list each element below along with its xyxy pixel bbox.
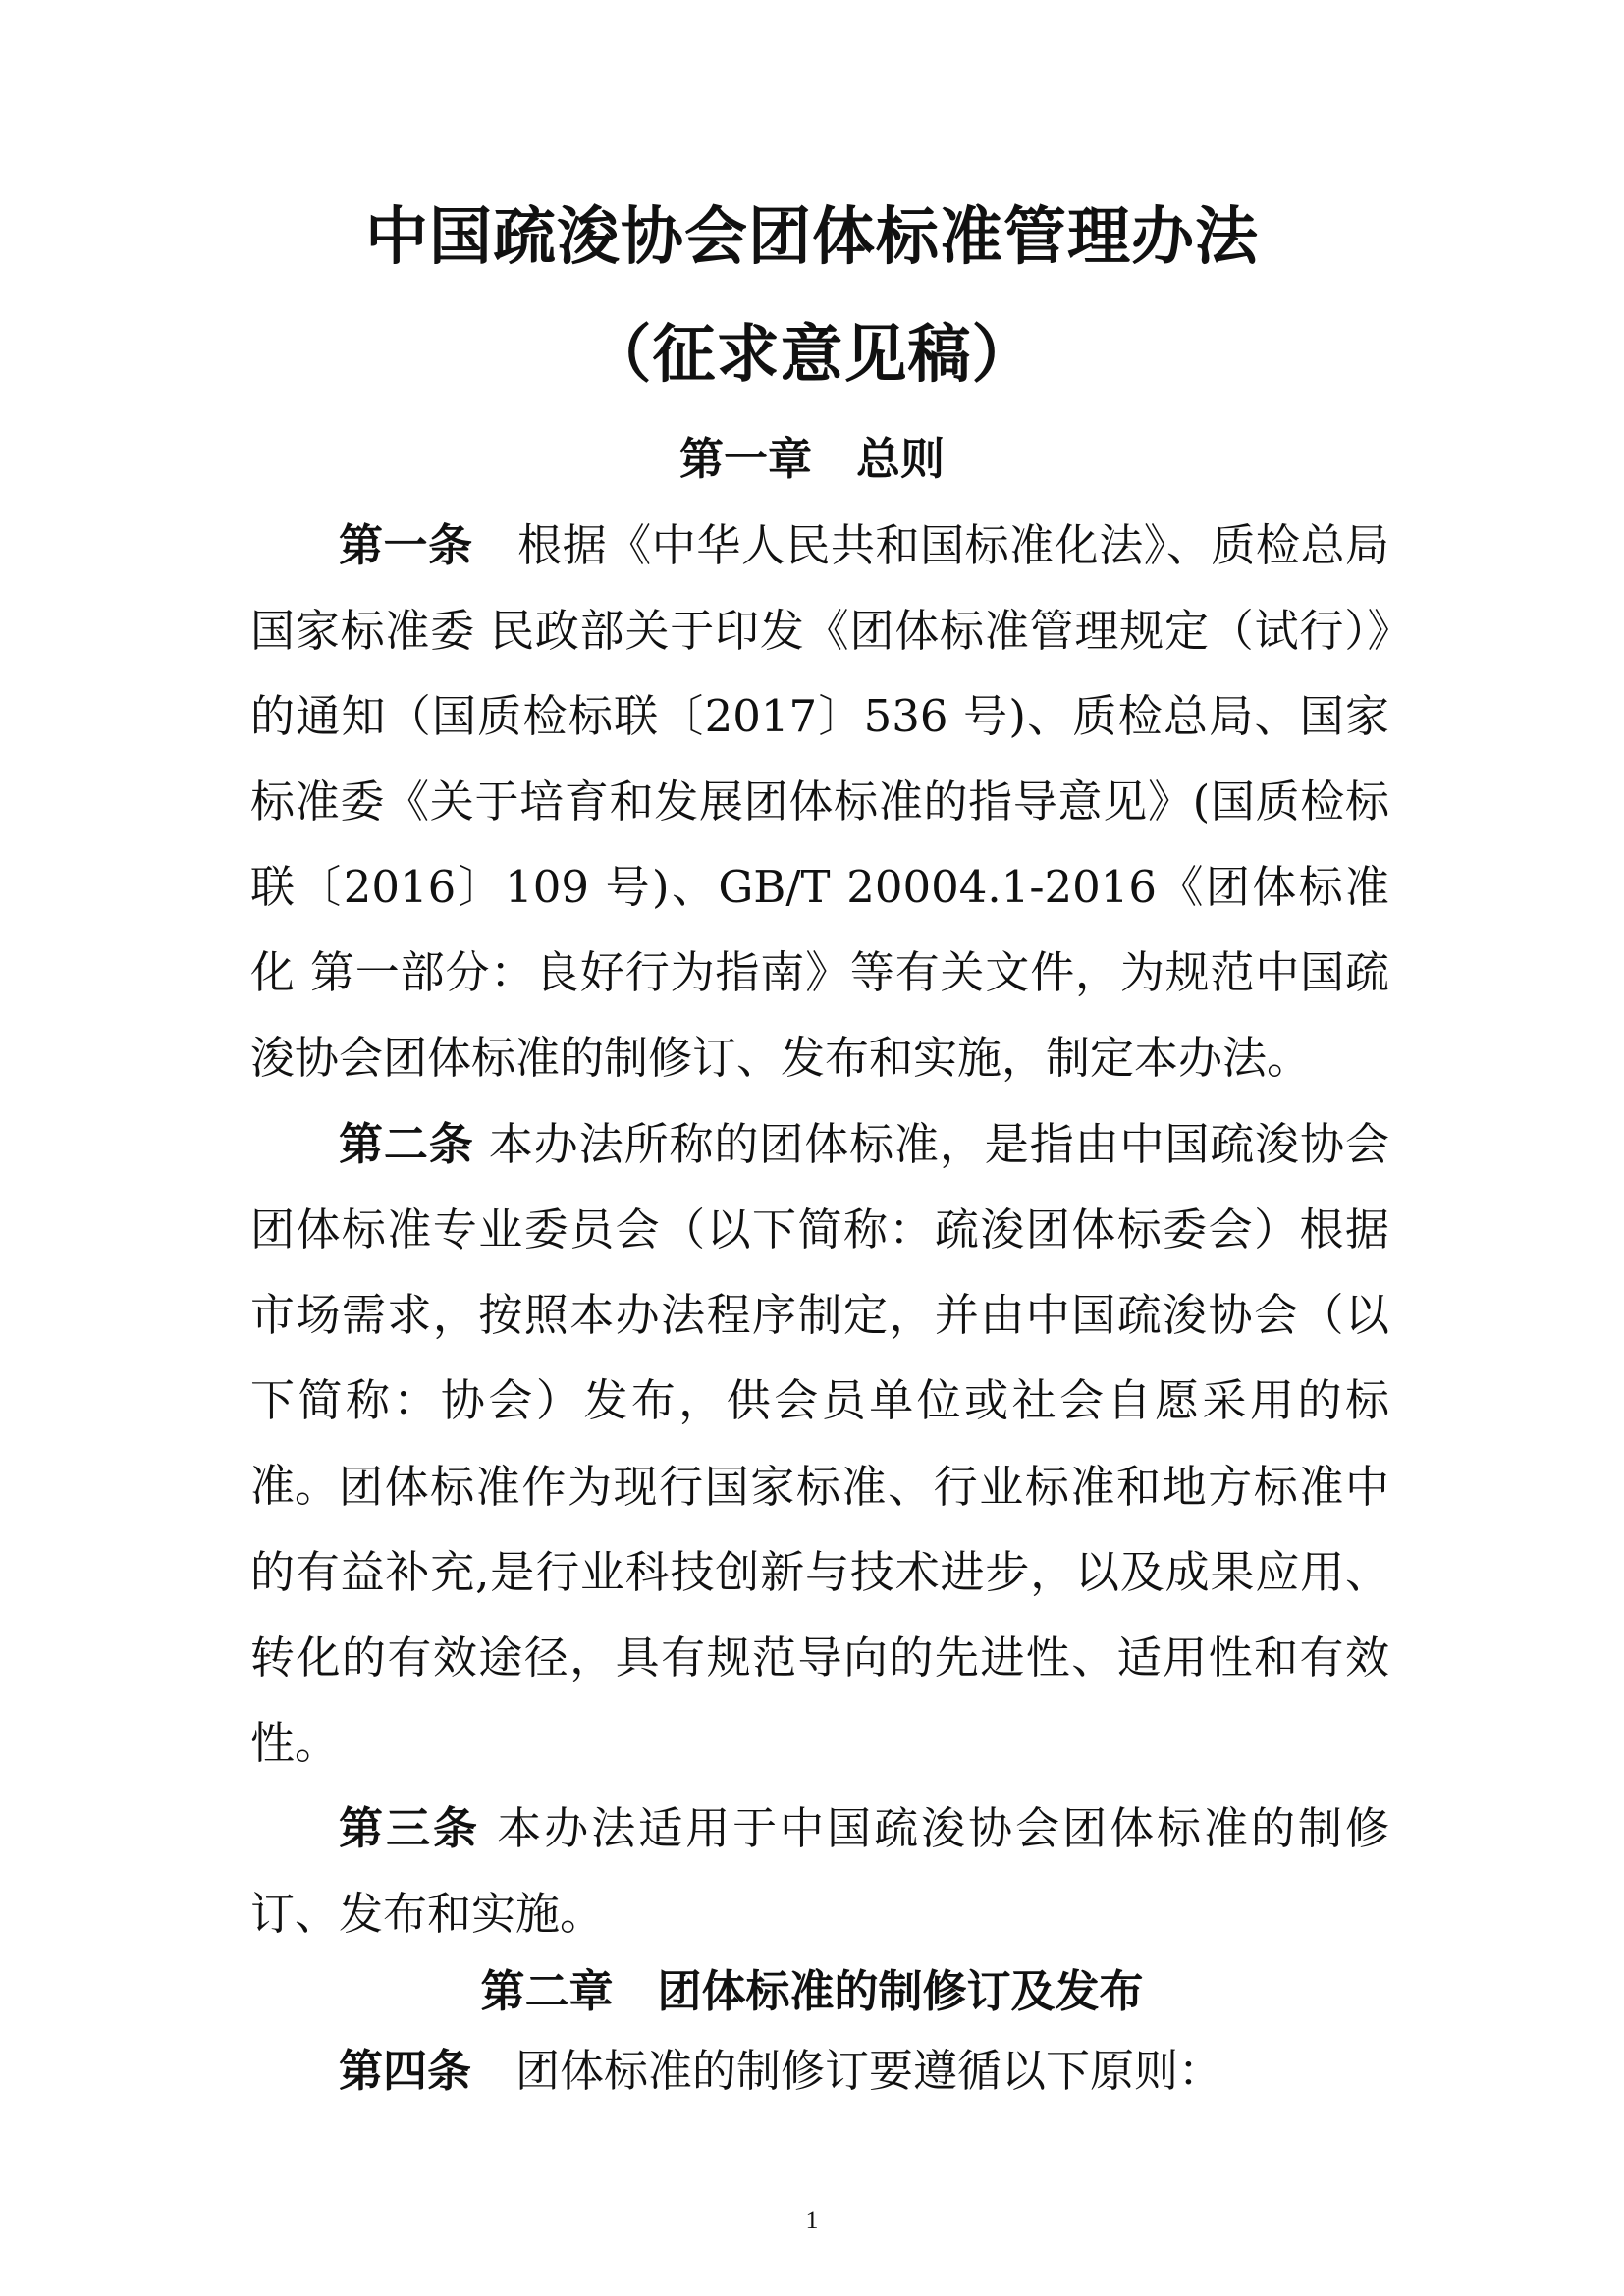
article-4-label: 第四条 <box>339 2045 472 2097</box>
chapter-heading-2: 第二章 团体标准的制修订及发布 <box>480 1965 1144 2017</box>
document-subtitle: （征求意见稿） <box>588 318 1036 392</box>
article-1 <box>250 503 1389 1100</box>
article-3-text: 本办法适用于中国疏浚协会团体标准的制修订、发布和实施。 <box>250 1802 1389 1940</box>
article-2-label: 第二条 <box>339 1118 474 1170</box>
article-1-text: 根据《中华人民共和国标准化法》、质检总局 国家标准委 民政部关于印发《团体标准管理规定（试行）》的通知（国质检标联〔2017〕536 号)、质检总局、国家标准委《关于培育和发展团体标准的指导意见》(国质检标联〔2016〕109 号)、GB/T 20004.1-2016《团体标准化 第一部分：良好行为指南》等有关文件，为规范中国疏浚协会团体标准的制修订、发布和实施，制定本办法。 <box>250 519 1389 1084</box>
article-4-text: 团体标准的制修订要遵循以下原则： <box>471 2045 1223 2097</box>
page-number: 1 <box>805 2206 819 2234</box>
chapter-heading-1: 第一章 总则 <box>678 433 945 485</box>
article-3 <box>250 1786 1389 1956</box>
article-2-paragraph-2: 团体标准作为现行国家标准、行业标准和地方标准中的有益补充,是行业科技创新与技术进步，以及成果应用、转化的有效途径，具有规范导向的先进性、适用性和有效性。 <box>250 1461 1389 1769</box>
document-title: 中国疏浚协会团体标准管理办法 <box>365 200 1259 274</box>
article-3-label: 第三条 <box>339 1802 480 1854</box>
article-2-text: 本办法所称的团体标准，是指由中国疏浚协会团体标准专业委员会（以下简称：疏浚团体标委会）根据市场需求，按照本办法程序制定，并由中国疏浚协会（以下简称：协会）发布，供会员单位或社会自愿采用的标准。 <box>250 1118 1389 1512</box>
article-4 <box>250 2028 1389 2113</box>
article-1-label: 第一条 <box>339 519 473 571</box>
